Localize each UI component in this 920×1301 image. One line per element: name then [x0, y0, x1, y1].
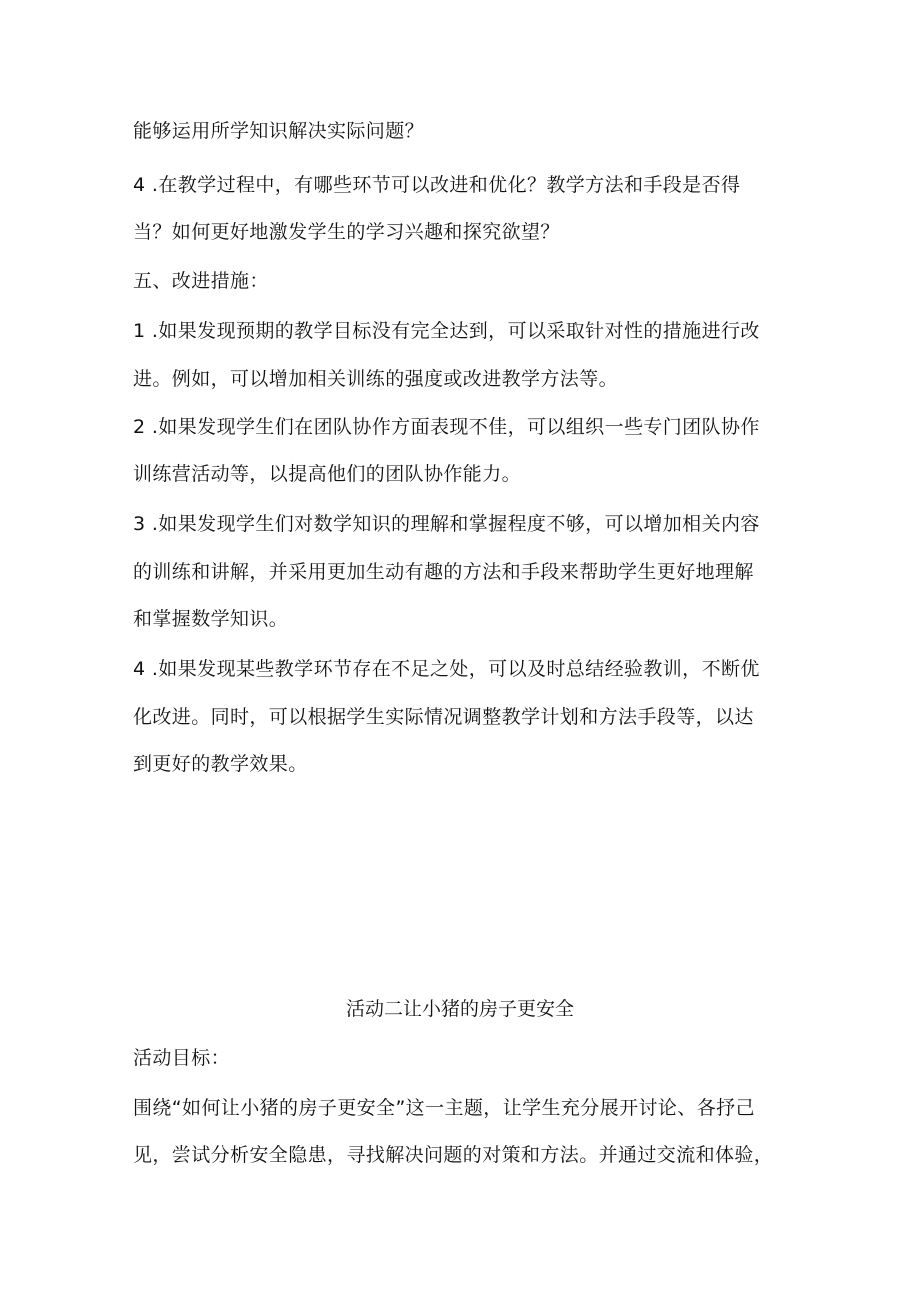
list-item-3-line-1: 3 .如果发现学生们对数学知识的理解和掌握程度不够，可以增加相关内容 [133, 513, 760, 535]
list-item-4b-line-1: 4 .如果发现某些教学环节存在不足之处，可以及时总结经验教训，不断优 [133, 658, 760, 680]
list-item-1-line-2: 进。例如，可以增加相关训练的强度或改进教学方法等。 [133, 368, 619, 390]
list-item-3-line-2: 的训练和讲解，并采用更加生动有趣的方法和手段来帮助学生更好地理解 [133, 561, 754, 583]
text-line: 能够运用所学知识解决实际问题？ [133, 120, 425, 142]
activity-text-line-1: 围绕“如何让小猪的房子更安全”这一主题，让学生充分展开讨论、各抒己 [133, 1097, 755, 1119]
activity-text-line-2: 见，尝试分析安全隐患，寻找解决问题的对策和方法。并通过交流和体验， [133, 1144, 774, 1166]
list-item-4-line-1: 4 .在教学过程中，有哪些环节可以改进和优化？教学方法和手段是否得 [133, 174, 741, 196]
list-item-1-line-1: 1 .如果发现预期的教学目标没有完全达到，可以采取针对性的措施进行改 [133, 320, 760, 342]
section-heading: 五、改进措施： [133, 270, 269, 292]
list-item-3-line-3: 和掌握数学知识。 [133, 608, 289, 630]
list-item-2-line-2: 训练营活动等，以提高他们的团队协作能力。 [133, 463, 522, 485]
list-item-4b-line-2: 化改进。同时，可以根据学生实际情况调整教学计划和方法手段等，以达 [133, 706, 754, 728]
list-item-2-line-1: 2 .如果发现学生们在团队协作方面表现不佳，可以组织一些专门团队协作 [133, 416, 760, 438]
list-item-4-line-2: 当？如何更好地激发学生的学习兴趣和探究欲望？ [133, 221, 560, 243]
section-title: 活动二让小猪的房子更安全 [345, 998, 574, 1020]
activity-goal-heading: 活动目标： [133, 1047, 231, 1069]
list-item-4b-line-3: 到更好的教学效果。 [133, 753, 308, 775]
